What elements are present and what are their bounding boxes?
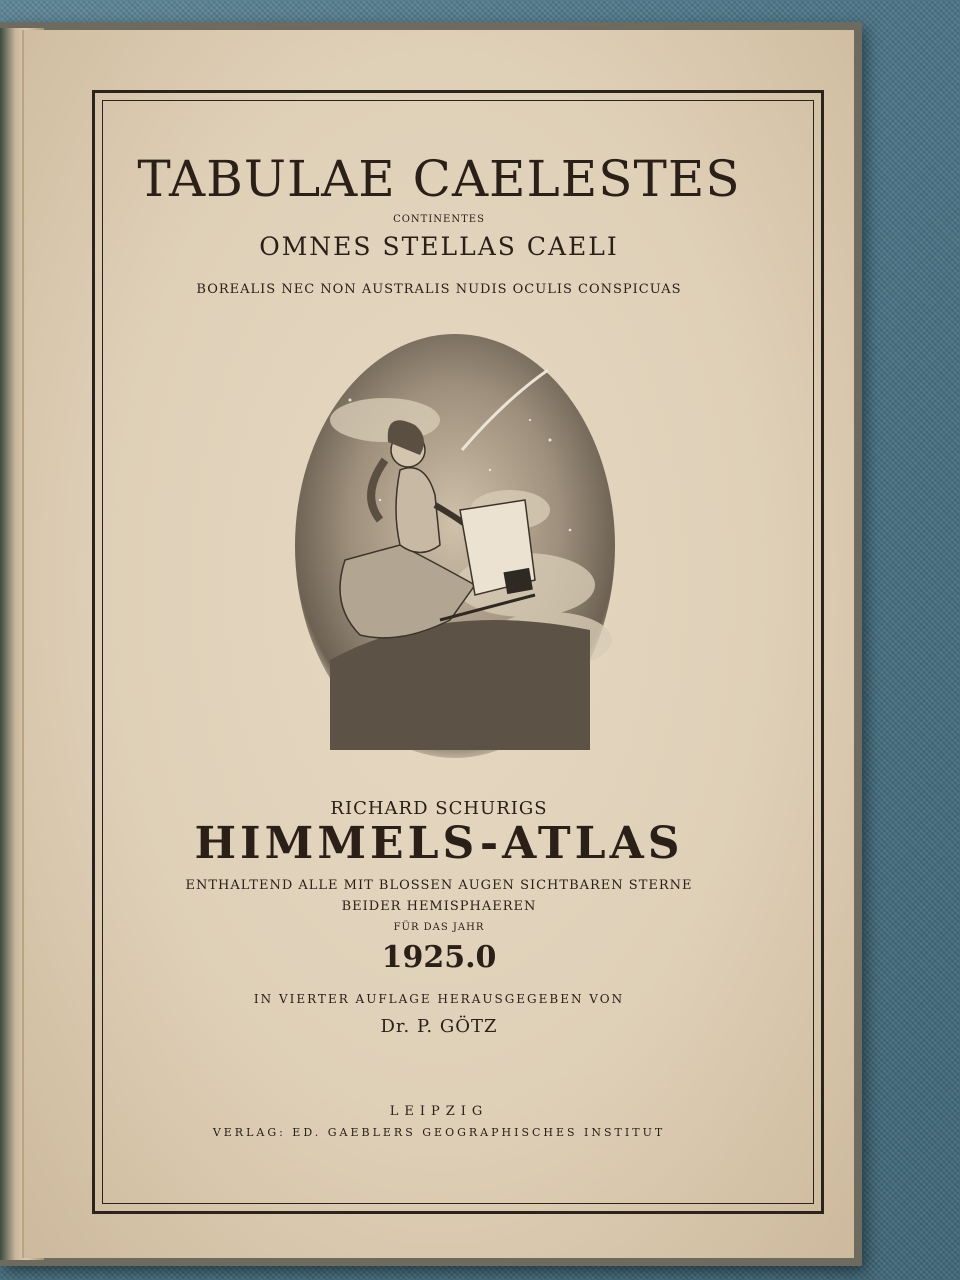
subtitle: OMNES STELLAS CAELI [259,232,619,261]
author-line: RICHARD SCHURIGS [330,798,548,819]
editor-name: Dr. P. GÖTZ [380,1016,498,1037]
illustration-vignette [290,330,620,762]
continentes-text: CONTINENTES [393,214,485,225]
edition-line: IN VIERTER AUFLAGE HERAUSGEGEBEN VON [253,992,625,1006]
description-line-2: BEIDER HEMISPHAEREN [341,899,537,914]
fuer-das-jahr: FÜR DAS JAHR [393,922,485,933]
description-line-1: ENTHALTEND ALLE MIT BLOSSEN AUGEN SICHTBAREN STERNE [185,878,693,893]
publisher-city: LEIPZIG [389,1104,489,1119]
publisher-name: VERLAG: ED. GAEBLERS GEOGRAPHISCHES INSTITUT [212,1126,666,1139]
latin-description: BOREALIS NEC NON AUSTRALIS NUDIS OCULIS CONSPICUAS [196,282,682,297]
title-page [22,30,854,1258]
year: 1925.0 [381,940,497,975]
atlas-title: HIMMELS-ATLAS [194,818,684,869]
main-title: TABULAE CAELESTES [137,150,741,208]
